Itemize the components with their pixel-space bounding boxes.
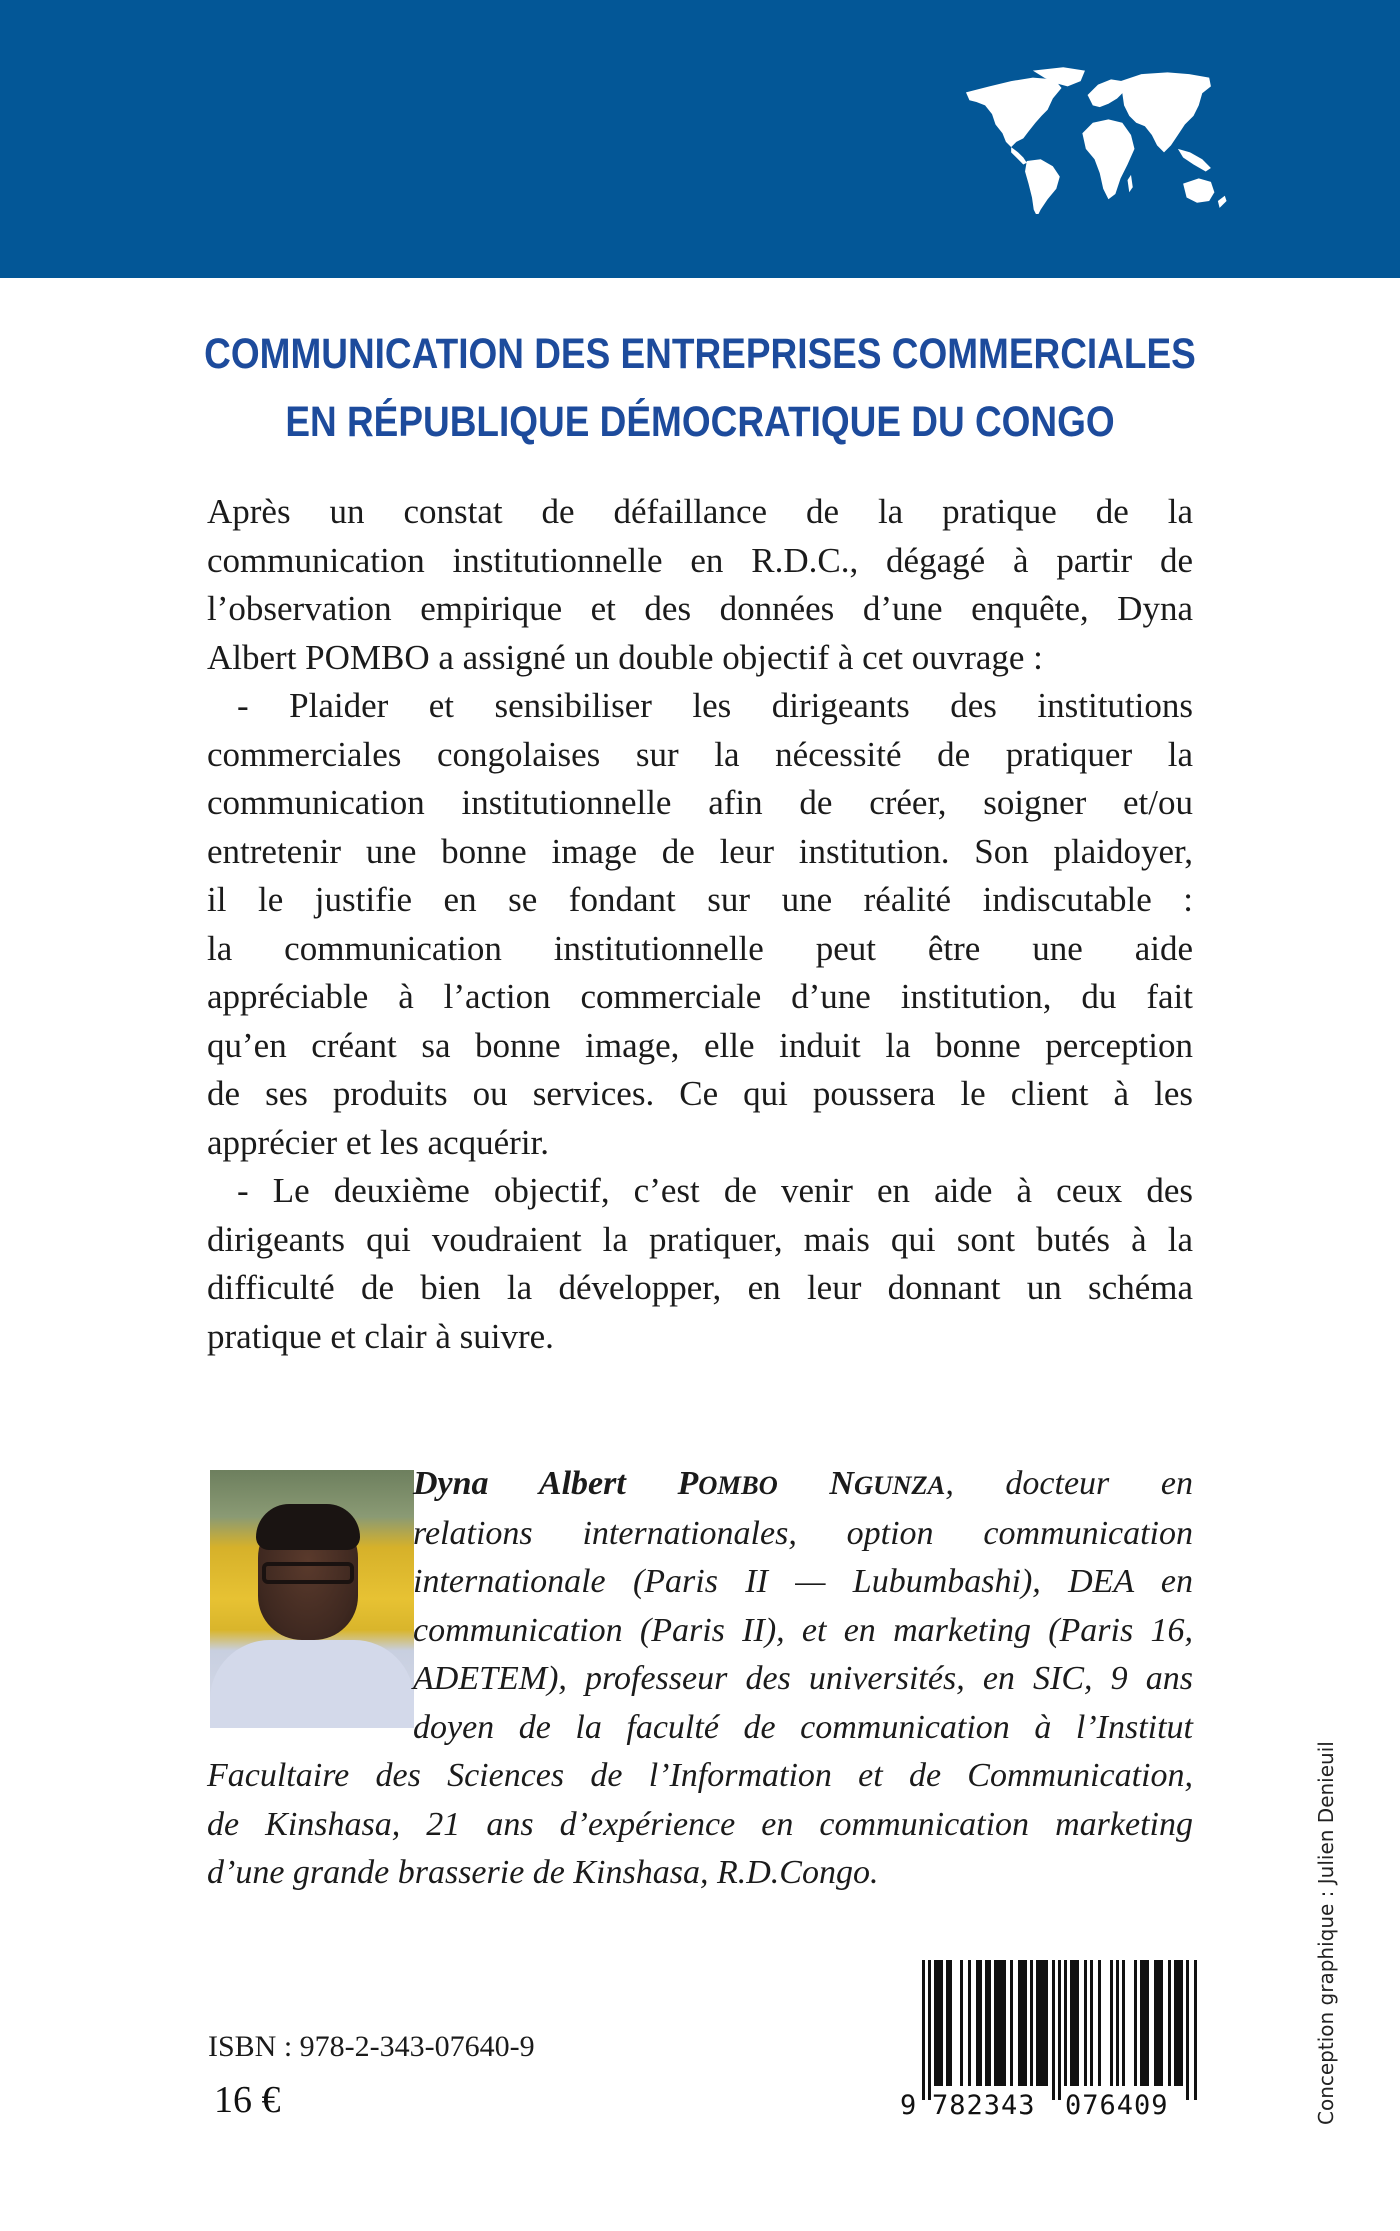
blurb-line: de ses produits ou services. Ce qui poussera le client à les: [207, 1074, 1193, 1113]
blurb-line: - Plaider et sensibiliser les dirigeants des institutions: [237, 686, 1193, 725]
design-credit: Conception graphique : Julien Denieuil: [1314, 1741, 1338, 2125]
bio-line: internationale (Paris II — Lubumbashi), DEA en: [413, 1563, 1193, 1600]
author-bio: [207, 1460, 1193, 1898]
blurb-line: appréciable à l’action commerciale d’une institution, du fait: [207, 977, 1193, 1016]
blurb-line: pratique et clair à suivre.: [207, 1316, 554, 1356]
blurb-line: dirigeants qui voudraient la pratiquer, mais qui sont butés à la: [207, 1219, 1193, 1259]
book-title-line-1: COMMUNICATION DES ENTREPRISES COMMERCIALES: [204, 330, 1196, 378]
bio-line: communication (Paris II), et en marketing (Paris 16,: [413, 1611, 1193, 1649]
blurb-line: commerciales congolaises sur la nécessité de pratiquer la: [207, 734, 1193, 774]
blurb-line: Après un constat de défaillance de la pratique de la: [207, 492, 1193, 531]
price-label: 16 €: [214, 2079, 281, 2121]
blurb-line: communication institutionnelle en R.D.C., dégagé à partir de: [207, 540, 1193, 580]
book-title: [98, 320, 1302, 456]
blurb-line: entretenir une bonne image de leur institution. Son plaidoyer,: [207, 831, 1193, 871]
blurb-line: communication institutionnelle afin de créer, soigner et/ou: [207, 783, 1193, 822]
back-cover-blurb: [207, 488, 1193, 1361]
bio-line: ADETEM), professeur des universités, en SIC, 9 ans: [413, 1660, 1193, 1697]
blurb-line: la communication institutionnelle peut être une aide: [207, 928, 1193, 968]
bio-line: doyen de la faculté de communication à l’Institut: [413, 1708, 1193, 1746]
bio-line: relations internationales, option communication: [413, 1514, 1193, 1552]
cover-top-band: [0, 0, 1400, 278]
bio-line-1: Dyna Albert POMBO NGUNZA, docteur en: [413, 1465, 1194, 1502]
blurb-line: l’observation empirique et des données d’une enquête, Dyna: [207, 589, 1193, 628]
barcode-digits-right: 076409: [1065, 2090, 1169, 2121]
blurb-line: difficulté de bien la développer, en leur donnant un schéma: [207, 1268, 1193, 1307]
blurb-line: - Le deuxième objectif, c’est de venir en aide à ceux des: [237, 1171, 1193, 1210]
bio-line: de Kinshasa, 21 ans d’expérience en communication marketing: [207, 1805, 1193, 1843]
barcode-digits-left: 782343: [932, 2090, 1036, 2121]
author-name: Dyna Albert POMBO NGUNZA: [413, 1465, 946, 1502]
bio-line: Facultaire des Sciences de l’Information et de Communication,: [207, 1757, 1193, 1794]
barcode-digit-first: 9: [900, 2090, 918, 2121]
blurb-line: Albert POMBO a assigné un double objectif à cet ouvrage :: [207, 637, 1043, 677]
blurb-line: apprécier et les acquérir.: [207, 1122, 550, 1162]
world-map-icon: [948, 62, 1248, 214]
blurb-line: qu’en créant sa bonne image, elle induit la bonne perception: [207, 1025, 1193, 1065]
isbn-label: ISBN : 978-2-343-07640-9: [208, 2030, 535, 2063]
book-title-line-2: EN RÉPUBLIQUE DÉMOCRATIQUE DU CONGO: [285, 398, 1115, 446]
blurb-line: il le justifie en se fondant sur une réalité indiscutable :: [207, 880, 1193, 919]
bio-line: d’une grande brasserie de Kinshasa, R.D.Congo.: [207, 1854, 879, 1891]
